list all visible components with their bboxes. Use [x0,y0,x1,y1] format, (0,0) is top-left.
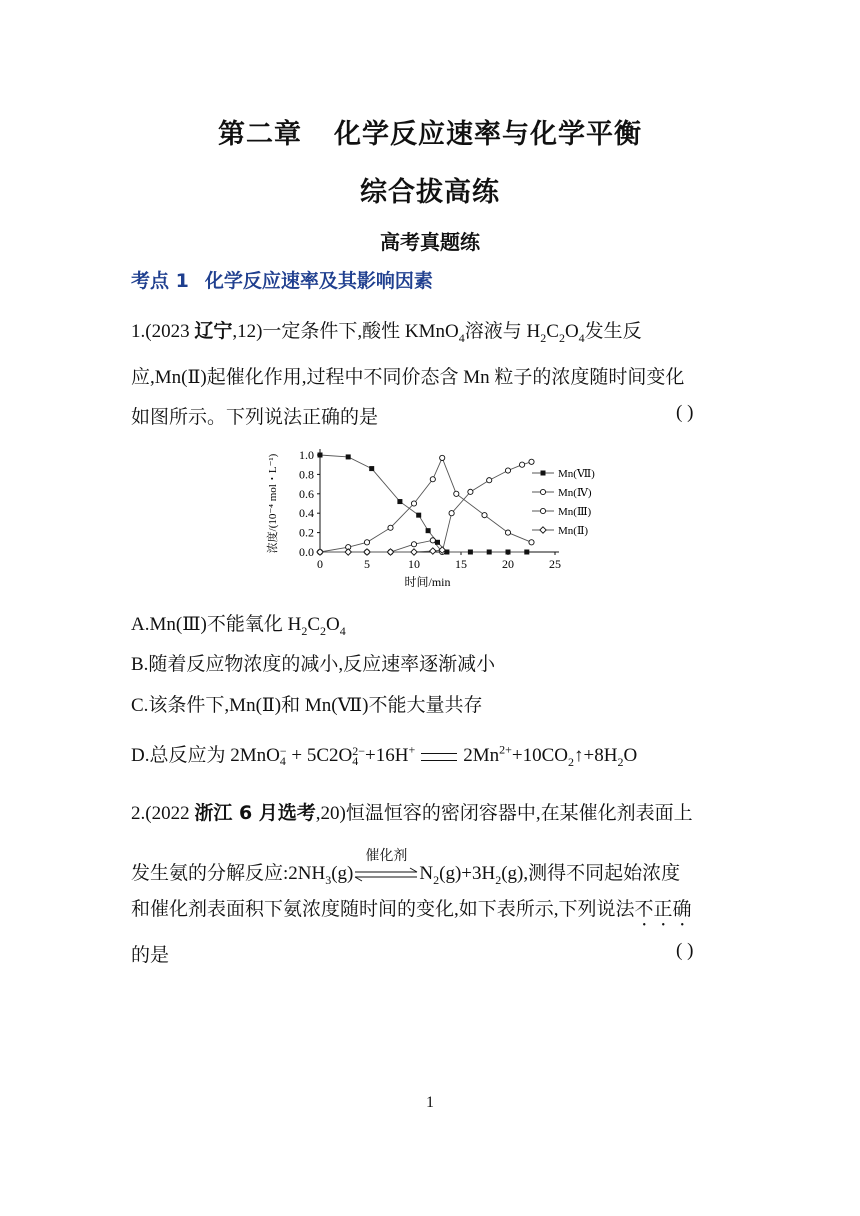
x-tick-label: 20 [502,557,514,571]
chapter-title [0,112,860,151]
legend-marker [541,471,546,476]
data-point [388,525,393,530]
legend-marker [540,527,546,533]
catalyst-label: 催化剂 [365,847,408,864]
data-point [430,548,436,554]
data-point [416,513,421,518]
data-point [524,550,529,555]
data-point [506,550,511,555]
series-line [320,458,532,552]
q1-line-1: 1.(2023 辽宁,12)一定条件下,酸性 KMnO$_4$溶液与 $H_2C_2O_4$发生反 [131,320,642,345]
data-point [387,549,393,555]
equals-sign [421,753,457,761]
y-tick-label: 0.8 [299,467,314,482]
legend-marker [540,508,545,513]
x-axis-label: 时间/min [404,575,451,589]
q1-line-2: 应,Mn(Ⅱ)起催化作用,过程中不同价态含 Mn 粒子的浓度随时间变化 [131,367,685,388]
data-point [440,455,445,460]
data-point [430,538,435,543]
y-axis-label: 浓度/(10⁻⁴ mol・L⁻¹) [267,453,279,554]
x-tick-label: 5 [364,557,370,571]
x-tick-label: 0 [317,557,323,571]
y-tick-label: 0.2 [299,525,314,540]
data-point [426,528,431,533]
data-point [346,454,351,459]
page-number: 1 [426,1094,434,1111]
q2-answer-bracket: ( ) [676,940,694,961]
page-subtitle: 综合拔高练 [360,177,500,208]
data-point [482,513,487,518]
q1-option-a[interactable]: A.Mn(Ⅲ)不能氧化 $H_2C_2O_4$ [131,614,346,638]
data-point [411,549,417,555]
series-line [320,462,532,552]
legend-entry: Mn(Ⅶ) [558,468,595,480]
q2-line-2: 发生氨的分解反应$:2NH_3(g)$ 催化剂 $N_2(g)+3H_2(g)$,测得不同起始浓度 [131,858,680,888]
y-tick-label: 1.0 [299,448,314,462]
q1-option-c[interactable]: C.该条件下,Mn(Ⅱ)和 Mn(Ⅶ)不能大量共存 [131,695,483,716]
q1-region: 辽宁 [194,320,233,342]
data-point [468,489,473,494]
data-point [529,459,534,464]
legend-entry: Mn(Ⅱ) [558,525,589,537]
y-tick-label: 0.6 [299,486,314,501]
section-title: 高考真题练 [380,230,480,254]
series-line [320,550,442,552]
y-tick-label: 0.0 [299,545,314,559]
legend-marker [540,489,545,494]
data-point [397,499,402,504]
q1-option-b[interactable]: B.随着反应物浓度的减小,反应速率逐渐减小 [131,654,496,675]
data-point [454,491,459,496]
q2-line-4: 的是 [131,945,170,966]
series-line [320,455,527,552]
data-point [369,466,374,471]
legend-entry: Mn(Ⅳ) [558,487,592,499]
data-point [318,453,323,458]
legend-entry: Mn(Ⅲ) [558,506,592,518]
q1-line-3: 如图所示。下列说法正确的是 [131,407,379,428]
data-point [411,501,416,506]
q1-option-d[interactable]: D.总反应为 2MnO− 4 + 5C2O2− 4 +16H+ $2Mn^{2+}+10CO_2↑+8H_2O$ [131,742,638,769]
x-tick-label: 15 [455,557,467,571]
concentration-time-chart [262,440,612,596]
q2-region: 浙江 6 月选考 [194,802,316,824]
data-point [364,540,369,545]
data-point [487,550,492,555]
data-point [529,540,534,545]
data-point [468,550,473,555]
x-tick-label: 25 [549,557,561,571]
data-point [449,511,454,516]
q1-answer-bracket: ( ) [676,402,694,423]
topic-heading [131,266,433,293]
data-point [364,549,370,555]
data-point [411,542,416,547]
q2-line-3: 和催化剂表面积下氨浓度随时间的变化,如下表所示,下列说法不正确 [131,899,692,920]
data-point [430,477,435,482]
chapter-name: 化学反应速率与化学平衡 [334,119,642,150]
data-point [520,462,525,467]
y-tick-label: 0.4 [299,506,314,521]
data-point [487,478,492,483]
topic-title: 化学反应速率及其影响因素 [204,270,433,292]
data-point [505,530,510,535]
chapter-number: 第二章 [218,119,302,150]
data-point [345,549,351,555]
q2-line-1: 2.(2022 浙江 6 月选考,20)恒温恒容的密闭容器中,在某催化剂表面上 [131,802,693,824]
x-tick-label: 10 [408,557,420,571]
emphasis-not-correct: 不正确 [634,899,692,920]
topic-label: 考点 1 [131,270,189,292]
data-point [317,549,323,555]
data-point [505,468,510,473]
equilibrium-arrow [353,847,419,885]
